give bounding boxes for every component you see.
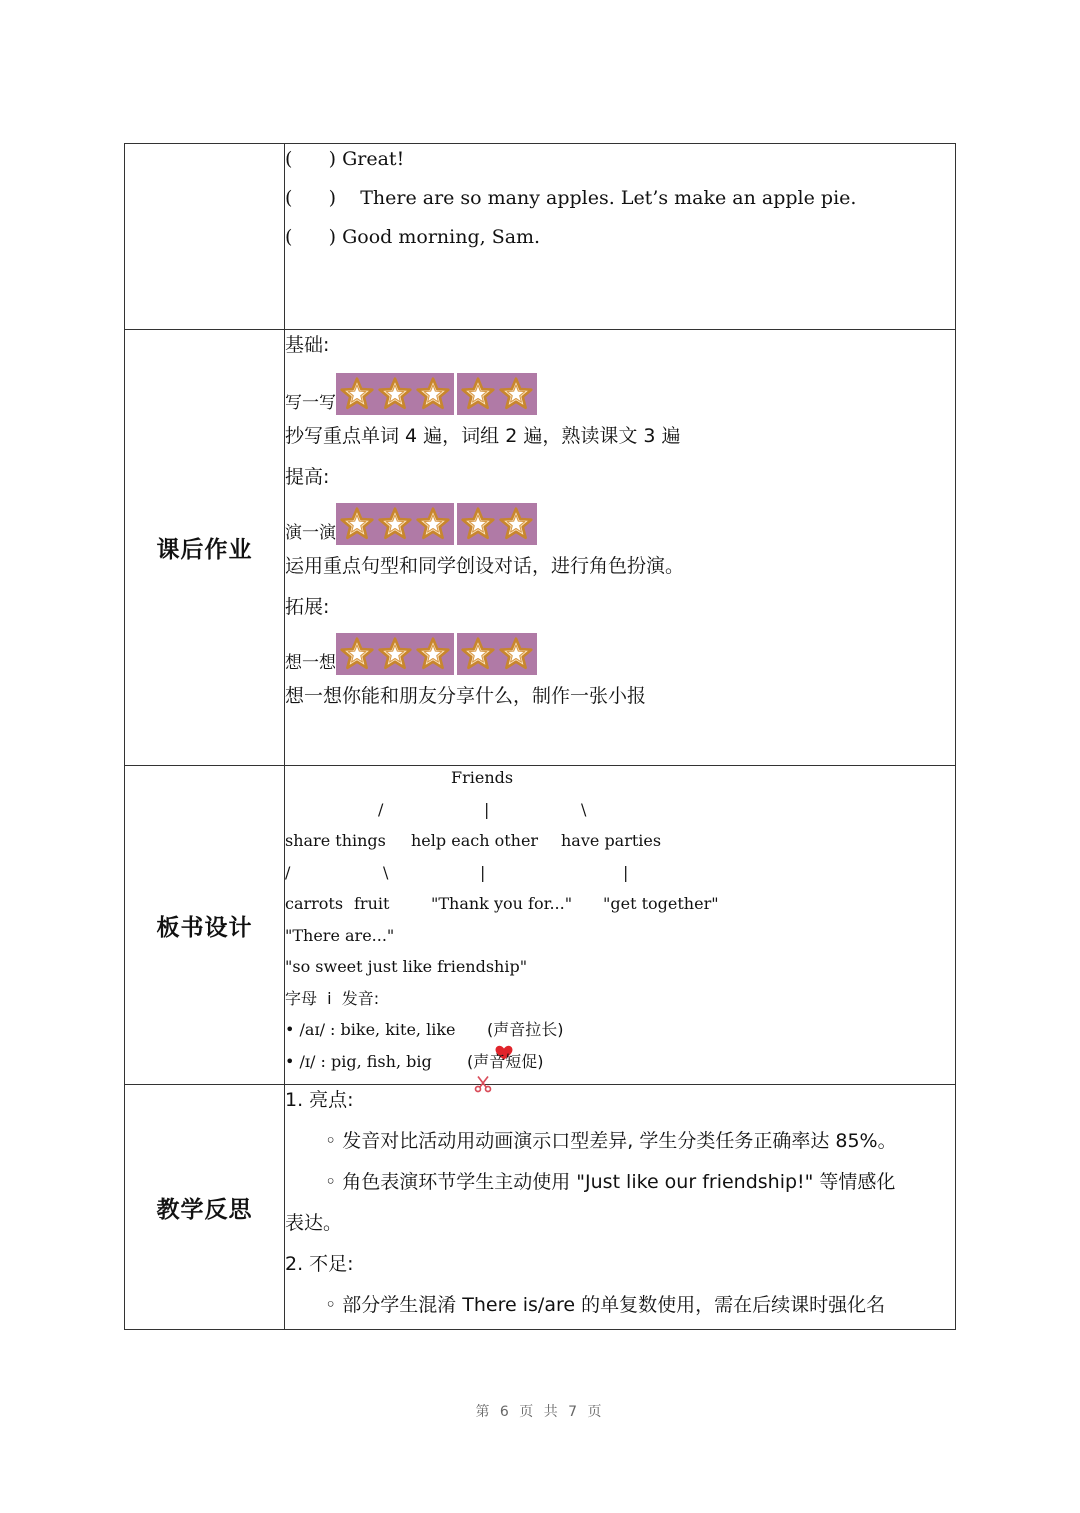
board-title: Friends — [451, 768, 514, 787]
sound2-note: (声音短促) — [467, 1051, 544, 1071]
homework-improve-task — [285, 503, 955, 545]
homework-basic-heading: 基础: — [285, 334, 330, 356]
star-rating — [336, 373, 537, 415]
level1-item: have parties — [561, 831, 662, 850]
level2-item: "get together" — [603, 894, 719, 913]
star-icon — [377, 376, 413, 412]
board-title-line — [285, 767, 955, 799]
star-icon — [415, 506, 451, 542]
level2-item: "Thank you for..." — [431, 894, 573, 913]
board-sweet-line — [285, 956, 955, 988]
reflection-point-cont: 表达。 — [285, 1212, 343, 1234]
star-icon — [415, 636, 451, 672]
task-label: 想一想 — [285, 653, 336, 673]
star-group — [457, 633, 537, 675]
star-icon — [339, 506, 375, 542]
board-design-row — [125, 766, 956, 1085]
star-icon — [339, 636, 375, 672]
exercise-line: ( ) Great! — [285, 148, 405, 170]
sound1-note: (声音拉长) — [487, 1020, 564, 1039]
homework-basic-task — [285, 373, 955, 415]
reflection-content — [285, 1085, 956, 1330]
star-icon — [377, 636, 413, 672]
board-branch-line — [285, 862, 955, 894]
level2-item: fruit — [354, 894, 390, 913]
star-icon — [498, 506, 534, 542]
homework-content — [285, 330, 956, 766]
branch-mark: / — [378, 799, 384, 819]
star-rating — [336, 503, 537, 545]
page-footer: 第 6 页 共 7 页 — [475, 1404, 605, 1420]
star-group — [336, 633, 454, 675]
task-label: 演一演 — [285, 523, 336, 543]
letter-heading-line — [285, 988, 955, 1020]
sound1-line — [285, 1019, 955, 1051]
reflection-row — [125, 1085, 956, 1330]
reflection-shortcomings-heading: 2. 不足: — [285, 1253, 354, 1275]
board-label-cell — [125, 766, 285, 1085]
homework-label-cell — [125, 330, 285, 766]
matching-exercise-content — [285, 144, 956, 330]
star-icon — [460, 636, 496, 672]
homework-basic-desc: 抄写重点单词 4 遍，词组 2 遍，熟读课文 3 遍 — [285, 425, 681, 447]
sound2-line — [285, 1051, 955, 1083]
lesson-plan-table — [124, 143, 956, 1330]
homework-extend-desc: 想一想你能和朋友分享什么，制作一张小报 — [285, 685, 647, 707]
star-group — [457, 503, 537, 545]
reflection-point: ◦ 发音对比活动用动画演示口型差异, 学生分类任务正确率达 85%。 — [325, 1130, 897, 1152]
reflection-point: ◦ 部分学生混淆 There is/are 的单复数使用，需在后续课时强化名 — [325, 1294, 886, 1316]
star-icon — [415, 376, 451, 412]
star-rating — [336, 633, 537, 675]
star-group — [336, 503, 454, 545]
star-icon — [498, 376, 534, 412]
homework-improve-desc: 运用重点句型和同学创设对话，进行角色扮演。 — [285, 555, 685, 577]
level1-item: share things — [285, 831, 386, 850]
branch-mark: | — [623, 862, 629, 882]
homework-row — [125, 330, 956, 766]
branch-mark: \ — [581, 799, 587, 819]
star-icon — [377, 506, 413, 542]
sound2-text: • /ɪ/ : pig, fish, big — [285, 1051, 432, 1071]
reflection-point: ◦ 角色表演环节学生主动使用 "Just like our friendship!" 等情感化 — [325, 1171, 896, 1193]
board-design-content — [285, 766, 956, 1085]
homework-improve-heading: 提高: — [285, 466, 330, 488]
board-label: 板书设计 — [156, 914, 253, 941]
star-group — [336, 373, 454, 415]
there-are-text: "There are..." — [285, 925, 395, 945]
level2-item: carrots — [285, 894, 344, 913]
homework-extend-task — [285, 633, 955, 675]
branch-mark: / — [285, 862, 291, 882]
board-branch-line — [285, 799, 955, 831]
branch-mark: \ — [383, 862, 389, 882]
branch-mark: | — [480, 862, 486, 882]
exercise-line: ( ) There are so many apples. Let’s make an apple pie. — [285, 187, 857, 209]
star-icon — [339, 376, 375, 412]
star-icon — [460, 506, 496, 542]
star-icon — [498, 636, 534, 672]
reflection-label: 教学反思 — [156, 1196, 253, 1223]
star-group — [457, 373, 537, 415]
homework-extend-heading: 拓展: — [285, 596, 330, 618]
board-there-line — [285, 925, 955, 957]
board-level1-line — [285, 830, 955, 862]
star-icon — [460, 376, 496, 412]
reflection-highlights-heading: 1. 亮点: — [285, 1089, 354, 1111]
board-level2-line — [285, 893, 955, 925]
empty-label-cell — [125, 144, 285, 330]
matching-exercise-row — [125, 144, 956, 330]
branch-mark: | — [484, 799, 490, 819]
sweet-text: "so sweet just like friendship" — [285, 957, 528, 976]
reflection-label-cell — [125, 1085, 285, 1330]
sound1-text: • /aɪ/ : bike, kite, like — [285, 1020, 456, 1039]
homework-label: 课后作业 — [156, 537, 253, 563]
letter-heading: 字母 i 发音: — [285, 988, 380, 1008]
exercise-line: ( ) Good morning, Sam. — [285, 226, 541, 248]
task-label: 写一写 — [285, 393, 336, 413]
level1-item: help each other — [411, 831, 539, 850]
